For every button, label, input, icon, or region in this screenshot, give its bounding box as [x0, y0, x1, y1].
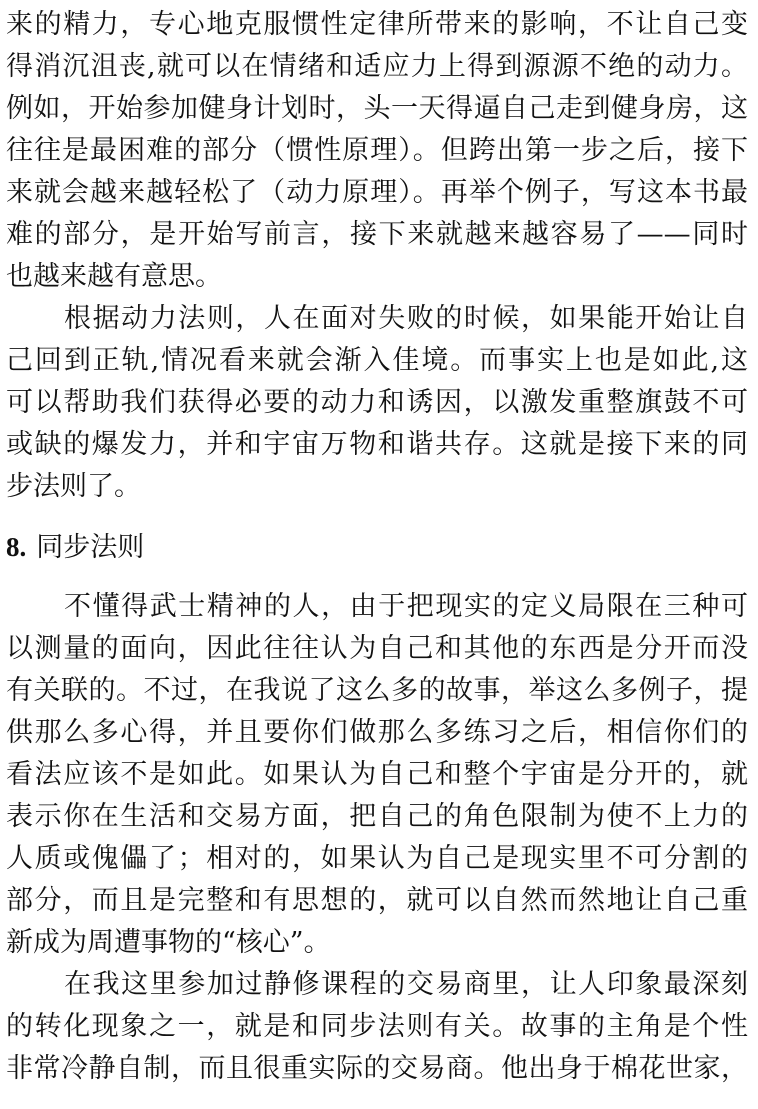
paragraph-1-line-3: 例如，开始参加健身计划时，头一天得逼自己走到健身房，这 [6, 93, 748, 124]
paragraph-3-line-9: 新成为周遭事物的“核心”。 [6, 927, 331, 958]
paragraph-3-line-4: 供那么多心得，并且要你们做那么多练习之后，相信你们的 [6, 717, 748, 748]
paragraph-2-line-5: 步法则了。 [6, 471, 141, 502]
paragraph-2-line-2: 己回到正轨,情况看来就会渐入佳境。而事实上也是如此,这 [6, 345, 748, 376]
paragraph-3-line-3: 有关联的。不过，在我说了这么多的故事，举这么多例子，提 [6, 675, 748, 706]
section-heading [6, 526, 144, 568]
paragraph-1-line-7: 也越来越有意思。 [6, 261, 222, 292]
paragraph-3-line-8: 部分，而且是完整和有思想的，就可以自然而然地让自己重 [6, 885, 748, 916]
paragraph-1-line-2: 得消沉沮丧,就可以在情绪和适应力上得到源源不绝的动力。 [6, 51, 748, 82]
paragraph-3-line-2: 以测量的面向，因此往往认为自己和其他的东西是分开而没 [6, 633, 748, 664]
paragraph-1-line-5: 来就会越来越轻松了（动力原理）。再举个例子，写这本书最 [6, 177, 748, 208]
paragraph-2-line-3: 可以帮助我们获得必要的动力和诱因，以激发重整旗鼓不可 [6, 387, 748, 418]
paragraph-4-line-1: 在我这里参加过静修课程的交易商里，让人印象最深刻 [64, 969, 748, 1000]
paragraph-4-line-3: 非常冷静自制，而且很重实际的交易商。他出身于棉花世家， [6, 1053, 748, 1084]
paragraph-3-line-6: 表示你在生活和交易方面，把自己的角色限制为使不上力的 [6, 801, 748, 832]
paragraph-1-line-1: 来的精力，专心地克服惯性定律所带来的影响，不让自己变 [6, 9, 748, 40]
section-title: 同步法则 [36, 532, 145, 563]
paragraph-3-line-5: 看法应该不是如此。如果认为自己和整个宇宙是分开的，就 [6, 759, 748, 790]
paragraph-2-line-1: 根据动力法则，人在面对失败的时候，如果能开始让自 [64, 303, 748, 334]
paragraph-1-line-6: 难的部分，是开始写前言，接下来就越来越容易了——同时 [6, 219, 748, 250]
paragraph-3-line-7: 人质或傀儡了；相对的，如果认为自己是现实里不可分割的 [6, 843, 748, 874]
paragraph-3-line-1: 不懂得武士精神的人，由于把现实的定义局限在三种可 [64, 591, 748, 622]
paragraph-1-line-4: 往往是最困难的部分（惯性原理）。但跨出第一步之后，接下 [6, 135, 748, 166]
section-number: 8. [6, 532, 27, 562]
paragraph-4-line-2: 的转化现象之一，就是和同步法则有关。故事的主角是个性 [6, 1011, 748, 1042]
paragraph-2-line-4: 或缺的爆发力，并和宇宙万物和谐共存。这就是接下来的同 [6, 429, 748, 460]
